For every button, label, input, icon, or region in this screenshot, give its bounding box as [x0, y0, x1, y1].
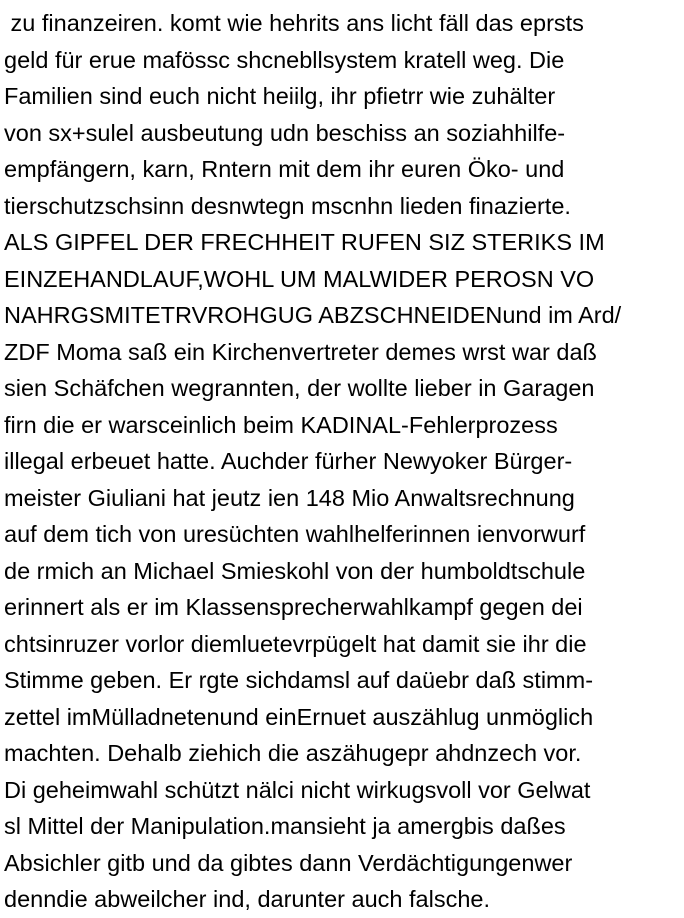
text-line: zu finanzeiren. komt wie hehrits ans licht fäll das eprsts: [4, 10, 584, 36]
text-line: geld für erue mafössc shcnebllsystem kratell weg. Die: [4, 46, 565, 73]
text-line: sien Schäfchen wegrannten, der wollte lieber in Garagen: [4, 375, 595, 401]
text-line: chtsinruzer vorlor diemluetevrpügelt hat damit sie ihr die: [4, 630, 587, 657]
text-line: NAHRGSMITETRVROHGUG ABZSCHNEIDENund im Ard/: [4, 302, 622, 328]
text-line: ALS GIPFEL DER FRECHHEIT RUFEN SIZ STERIKS IM: [4, 229, 605, 255]
text-line: zettel imMülladnetenund einErnuet auszählug unmöglich: [4, 703, 594, 730]
text-line: machten. Dehalb ziehich die aszähugepr ahdnzech vor.: [4, 740, 582, 766]
text-line: firn die er warsceinlich beim KADINAL-Fehlerprozess: [4, 411, 558, 438]
text-line: Di geheimwahl schützt nälci nicht wirkugsvoll vor Gelwat: [4, 776, 591, 803]
text-line: Familien sind euch nicht heiilg, ihr pfietrr wie zuhälter: [4, 83, 556, 109]
text-line: von sx+sulel ausbeutung udn beschiss an soziahhilfe-: [4, 119, 566, 146]
text-line: Absichler gitb und da gibtes dann Verdächtigungenwer: [4, 849, 573, 876]
text-line: tierschutzschsinn desnwtegn mscnhn lieden finazierte.: [4, 192, 571, 219]
text-line: meister Giuliani hat jeutz ien 148 Mio Anwaltsrechnung: [4, 484, 575, 511]
document-text-block: [4, 5, 680, 918]
text-line: ZDF Moma saß ein Kirchenvertreter demes wrst war daß: [4, 338, 597, 365]
text-line: erinnert als er im Klassensprecherwahlkampf gegen dei: [4, 594, 583, 620]
text-line: Stimme geben. Er rgte sichdamsl auf daüebr daß stimm-: [4, 667, 594, 693]
text-line: auf dem tich von uresüchten wahlhelferinnen ienvorwurf: [4, 521, 586, 547]
text-line: empfängern, karn, Rntern mit dem ihr euren Öko- und: [4, 156, 565, 182]
text-line: EINZEHANDLAUF,WOHL UM MALWIDER PEROSN VO: [4, 265, 595, 292]
text-line: de rmich an Michael Smieskohl von der humboldtschule: [4, 557, 586, 584]
text-line: illegal erbeuet hatte. Auchder fürher Newyoker Bürger-: [4, 448, 573, 474]
text-line: sl Mittel der Manipulation.mansieht ja amergbis daßes: [4, 813, 566, 839]
text-line: denndie abweilcher ind, darunter auch falsche.: [4, 886, 490, 912]
